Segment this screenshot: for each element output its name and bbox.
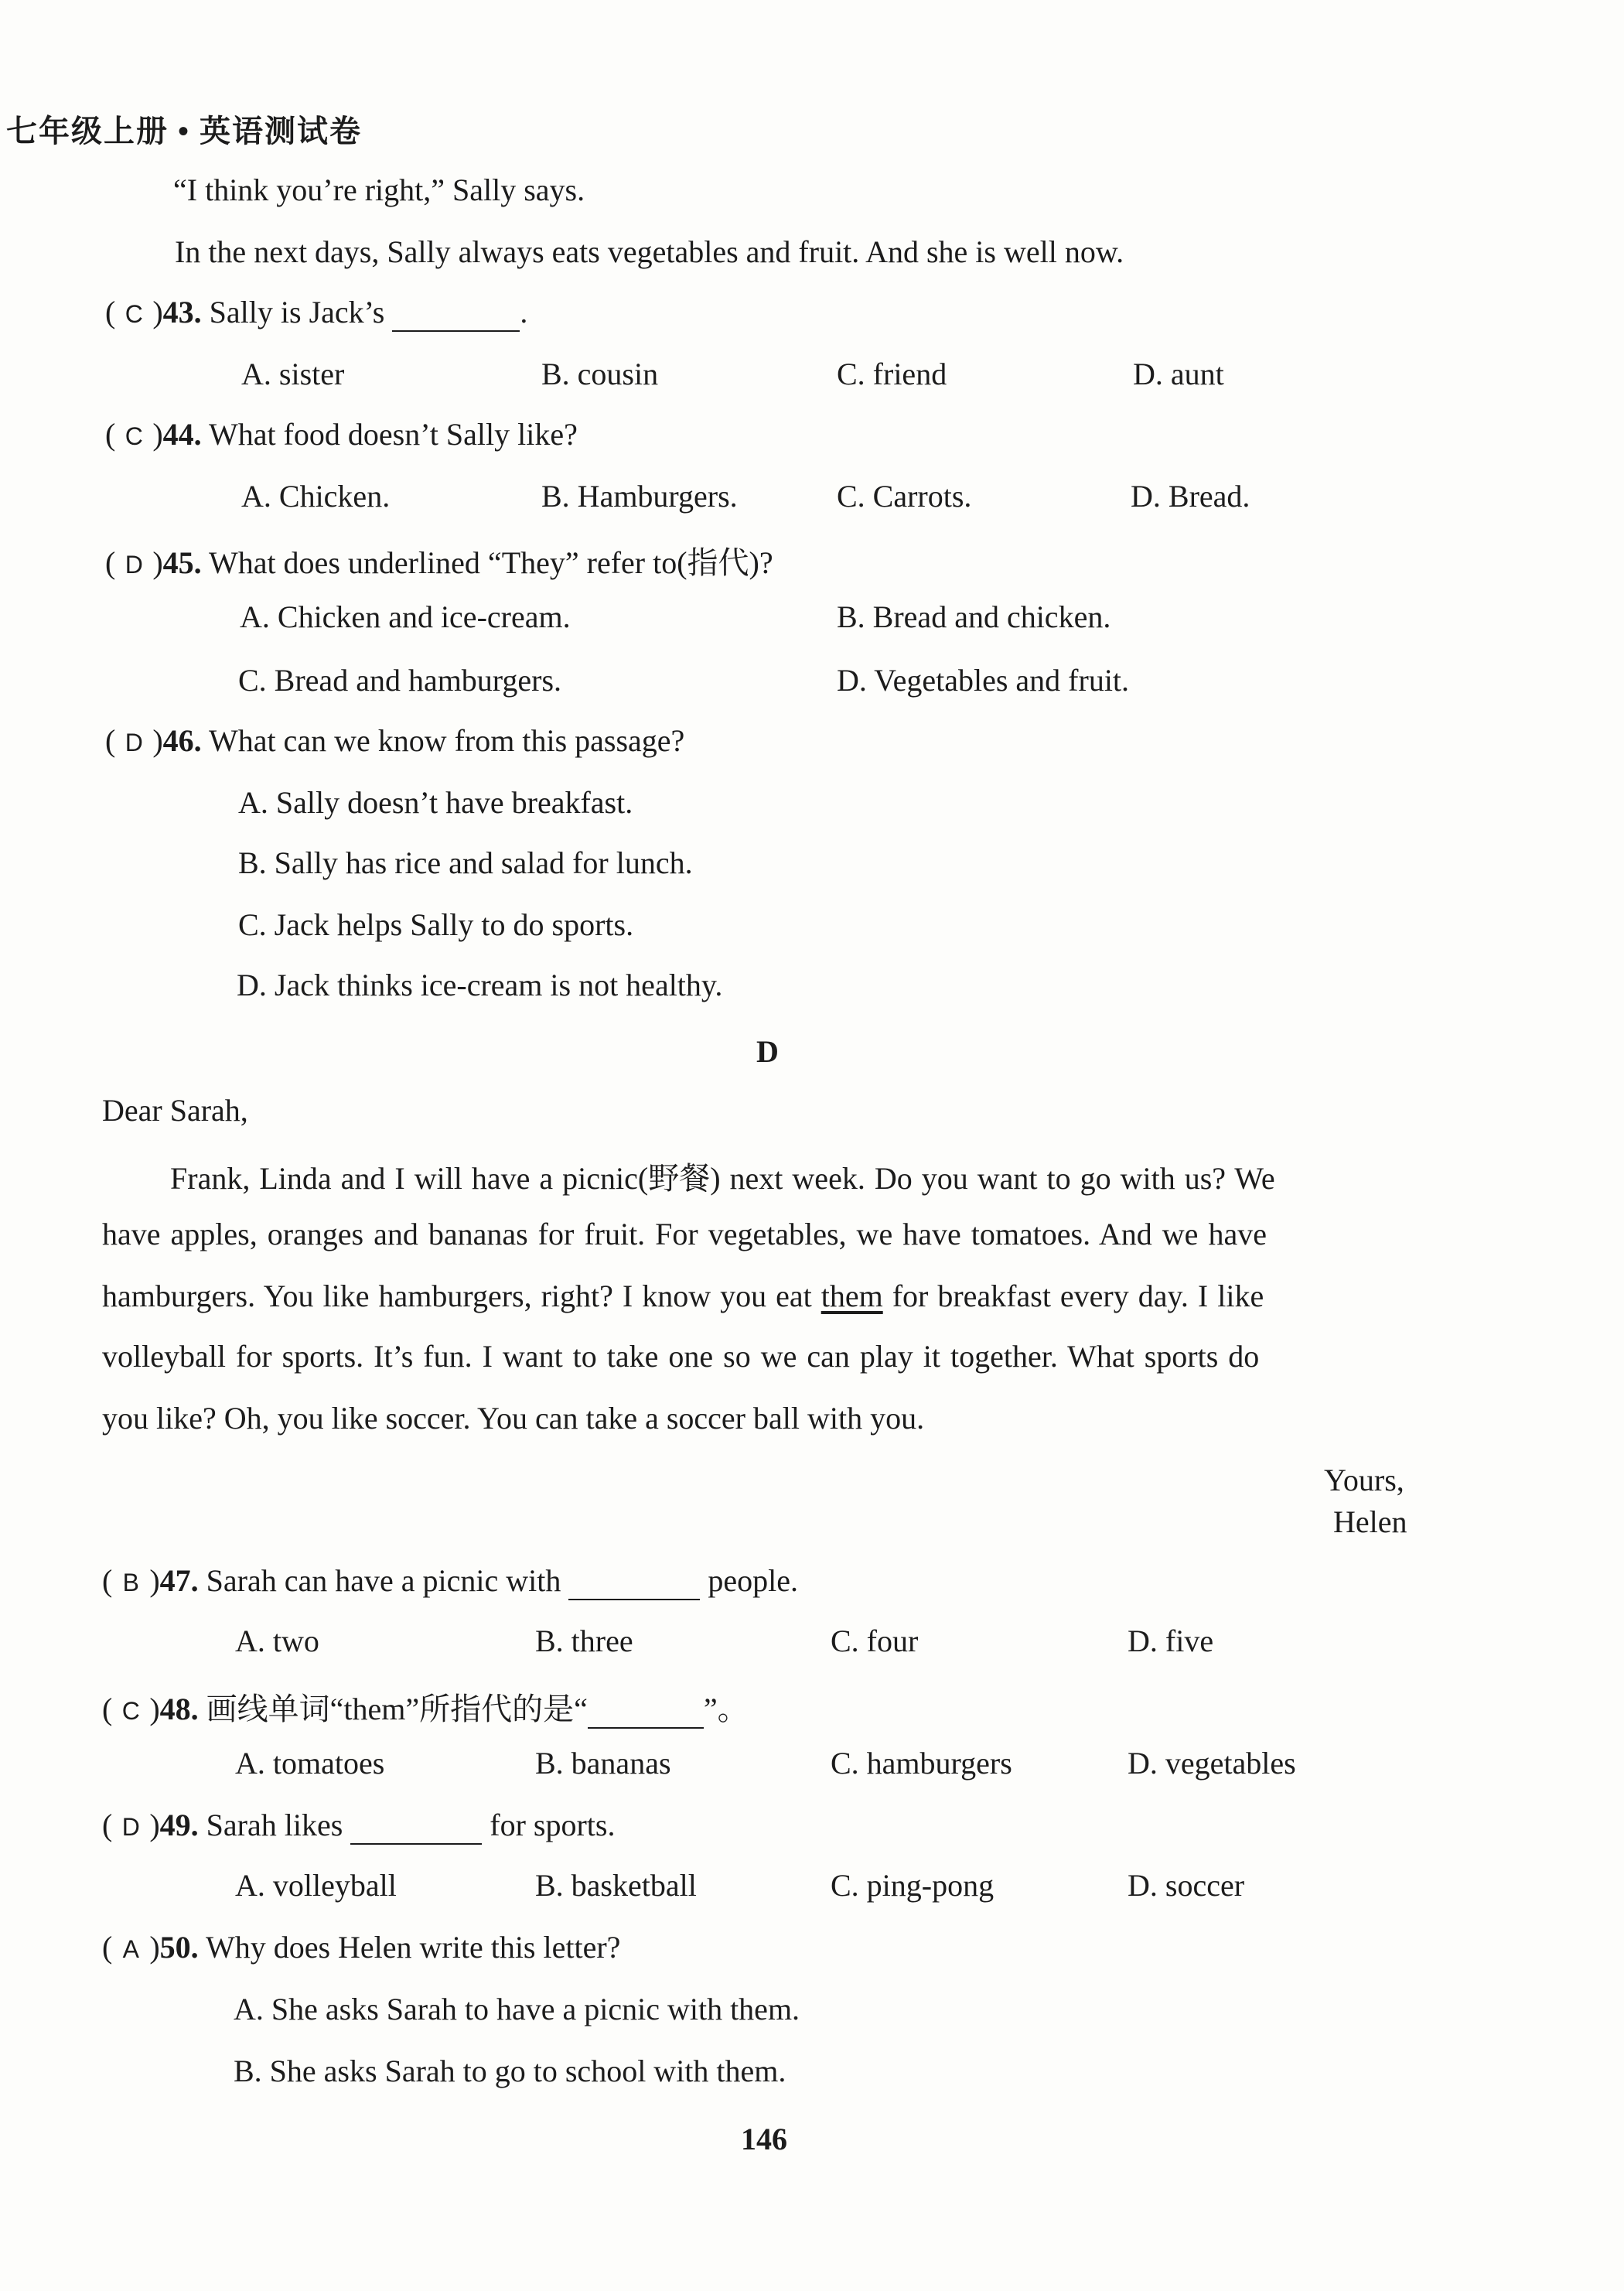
answer-blank <box>588 1691 704 1729</box>
option-b: B. Hamburgers. <box>541 479 738 514</box>
option-b: B. basketball <box>535 1868 697 1903</box>
answer-mark: C <box>125 300 143 328</box>
question-number: 50. <box>159 1930 199 1965</box>
question-46: ( D )46. What can we know from this passage? <box>105 723 685 758</box>
option-c: C. Bread and hamburgers. <box>238 663 562 698</box>
option-a: A. She asks Sarah to have a picnic with them. <box>234 1992 800 2026</box>
question-50: ( A )50. Why does Helen write this letter? <box>102 1930 621 1965</box>
question-text: Sarah can have a picnic with <box>206 1563 561 1598</box>
question-number: 47. <box>159 1563 199 1598</box>
section-heading: D <box>756 1034 779 1069</box>
question-text: Why does Helen write this letter? <box>205 1930 621 1965</box>
question-number: 45. <box>162 545 202 580</box>
question-text: 画线单词“them”所指代的是“ <box>206 1692 588 1726</box>
answer-mark: D <box>125 551 143 579</box>
option-b: B. three <box>535 1624 633 1658</box>
question-text: Sarah likes <box>206 1808 343 1842</box>
letter-signature: Helen <box>1333 1504 1407 1539</box>
option-c: C. Carrots. <box>837 479 972 514</box>
passage-line: In the next days, Sally always eats vegetables and fruit. And she is well now. <box>175 234 1124 269</box>
page-header: 七年级上册 • 英语测试卷 <box>6 114 363 149</box>
option-d: D. Bread. <box>1131 479 1250 514</box>
option-c: C. Jack helps Sally to do sports. <box>238 907 634 942</box>
option-a: A. tomatoes <box>235 1746 385 1781</box>
answer-mark: C <box>125 422 143 450</box>
question-text: Sally is Jack’s <box>209 295 385 329</box>
answer-blank <box>568 1562 700 1600</box>
answer-mark: A <box>122 1935 139 1963</box>
underlined-word: them <box>821 1279 883 1313</box>
option-a: A. volleyball <box>235 1868 397 1903</box>
option-a: A. two <box>235 1624 319 1658</box>
option-d: D. Jack thinks ice-cream is not healthy. <box>237 968 723 1002</box>
page-number: 146 <box>741 2122 787 2156</box>
question-text: What food doesn’t Sally like? <box>208 417 578 452</box>
option-d: D. five <box>1128 1624 1214 1658</box>
question-text-end: . <box>520 295 528 329</box>
question-44: ( C )44. What food doesn’t Sally like? <box>105 417 578 452</box>
answer-mark: B <box>122 1569 139 1596</box>
letter-line: Frank, Linda and I will have a picnic(野餐) next week. Do you want to go with us? We <box>170 1161 1275 1196</box>
question-43: ( C )43. Sally is Jack’s . <box>105 294 527 332</box>
question-45: ( D )45. What does underlined “They” refer to(指代)? <box>105 545 773 580</box>
option-b: B. bananas <box>535 1746 671 1781</box>
question-47: ( B )47. Sarah can have a picnic with people. <box>102 1562 798 1600</box>
answer-mark: C <box>121 1697 140 1725</box>
option-c: C. friend <box>837 357 947 391</box>
question-text: What does underlined “They” refer to(指代)? <box>208 545 773 580</box>
question-number: 48. <box>159 1692 199 1726</box>
question-text: What can we know from this passage? <box>208 723 685 758</box>
answer-blank <box>350 1807 482 1845</box>
question-number: 49. <box>159 1808 199 1842</box>
option-d: D. vegetables <box>1128 1746 1296 1781</box>
option-b: B. Sally has rice and salad for lunch. <box>238 845 693 880</box>
question-number: 44. <box>162 417 202 452</box>
option-b: B. She asks Sarah to go to school with them. <box>234 2054 786 2088</box>
letter-line: have apples, oranges and bananas for fruit. For vegetables, we have tomatoes. And we have <box>102 1217 1267 1251</box>
letter-text: hamburgers. You like hamburgers, right? I know you eat <box>102 1279 812 1313</box>
question-text-end: ”。 <box>703 1692 749 1726</box>
option-b: B. Bread and chicken. <box>837 599 1111 634</box>
letter-line: you like? Oh, you like soccer. You can take a soccer ball with you. <box>102 1401 925 1436</box>
option-d: D. Vegetables and fruit. <box>837 663 1130 698</box>
answer-mark: D <box>125 729 143 756</box>
option-c: C. four <box>831 1624 919 1658</box>
passage-line: “I think you’re right,” Sally says. <box>173 172 585 207</box>
option-c: C. ping-pong <box>831 1868 995 1903</box>
answer-blank <box>392 294 520 332</box>
question-text-end: people. <box>708 1563 798 1598</box>
option-a: A. Sally doesn’t have breakfast. <box>238 785 633 820</box>
question-49: ( D )49. Sarah likes for sports. <box>102 1807 616 1845</box>
question-48: ( C )48. 画线单词“them”所指代的是“ ”。 <box>102 1685 749 1729</box>
letter-text: for breakfast every day. I like <box>892 1279 1264 1313</box>
option-a: A. Chicken and ice-cream. <box>240 599 571 634</box>
question-number: 43. <box>162 295 202 329</box>
option-a: A. Chicken. <box>241 479 391 514</box>
option-d: D. aunt <box>1133 357 1224 391</box>
option-d: D. soccer <box>1128 1868 1245 1903</box>
letter-greeting: Dear Sarah, <box>102 1093 248 1128</box>
question-text-end: for sports. <box>490 1808 616 1842</box>
option-b: B. cousin <box>541 357 659 391</box>
option-a: A. sister <box>241 357 345 391</box>
letter-closing: Yours, <box>1324 1463 1404 1497</box>
question-number: 46. <box>162 723 202 758</box>
answer-mark: D <box>121 1813 140 1841</box>
letter-line: volleyball for sports. It’s fun. I want to take one so we can play it together. What sports do <box>102 1339 1260 1374</box>
letter-line <box>102 1278 1264 1314</box>
option-c: C. hamburgers <box>831 1746 1012 1781</box>
